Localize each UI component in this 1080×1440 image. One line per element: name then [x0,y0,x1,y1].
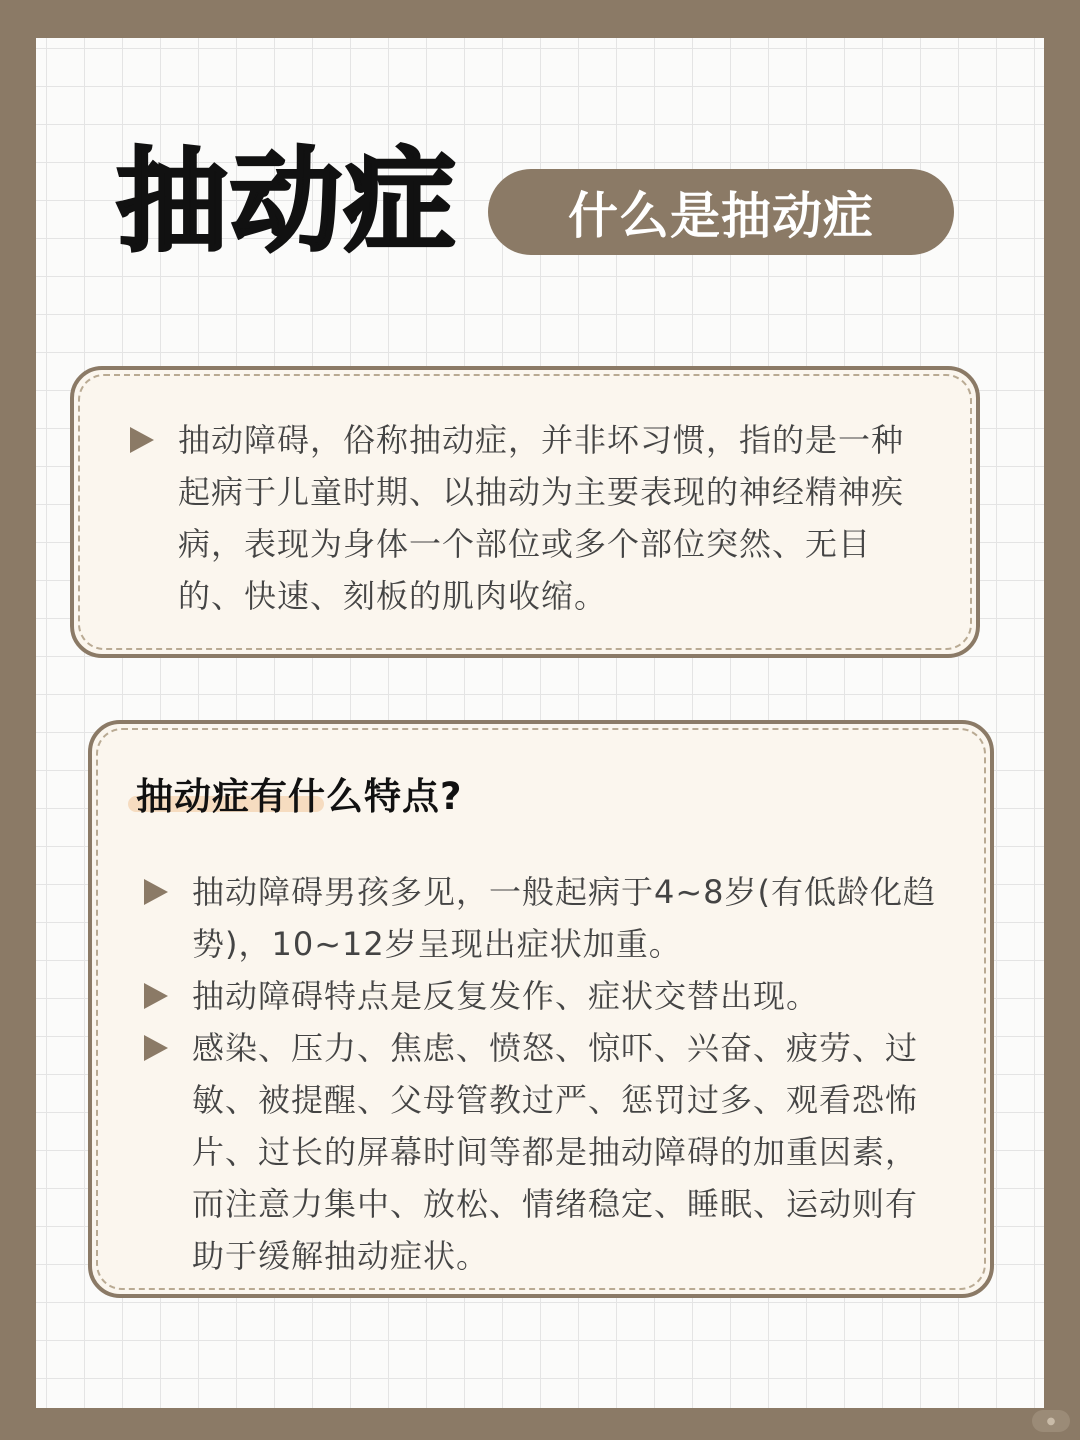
subtitle-pill-label: 什么是抽动症 [568,187,874,245]
features-bullet-text: 感染、压力、焦虑、愤怒、惊吓、兴奋、疲劳、过敏、被提醒、父母管教过严、惩罚过多、观看恐怖片、过长的屏幕时间等都是抽动障碍的加重因素，而注意力集中、放松、情绪稳定、睡眠、运动则有助于缓解抽动症状。 [192,1029,919,1275]
features-bullet-3 [144,1022,944,1282]
intro-card [70,366,980,658]
subtitle-pill [488,169,954,255]
triangle-bullet-icon [144,983,168,1009]
intro-bullet-text: 抽动障碍，俗称抽动症，并非坏习惯，指的是一种起病于儿童时期、以抽动为主要表现的神经精神疾病，表现为身体一个部位或多个部位突然、无目的、快速、刻板的肌肉收缩。 [178,421,905,615]
features-bullet-text: 抽动障碍男孩多见，一般起病于4~8岁(有低龄化趋势)，10~12岁呈现出症状加重。 [192,873,937,963]
intro-bullet [130,414,930,622]
features-heading [136,766,462,820]
page-canvas [36,38,1044,1408]
features-bullet-text: 抽动障碍特点是反复发作、症状交替出现。 [192,977,820,1015]
watermark-logo-icon: ● [1032,1410,1070,1432]
features-bullet-1 [144,866,944,970]
features-card [88,720,994,1298]
features-bullet-2 [144,970,944,1022]
main-title: 抽动症 [116,137,458,267]
triangle-bullet-icon [144,1035,168,1061]
triangle-bullet-icon [144,879,168,905]
triangle-bullet-icon [130,427,154,453]
features-heading-text: 抽动症有什么特点? [136,775,463,818]
